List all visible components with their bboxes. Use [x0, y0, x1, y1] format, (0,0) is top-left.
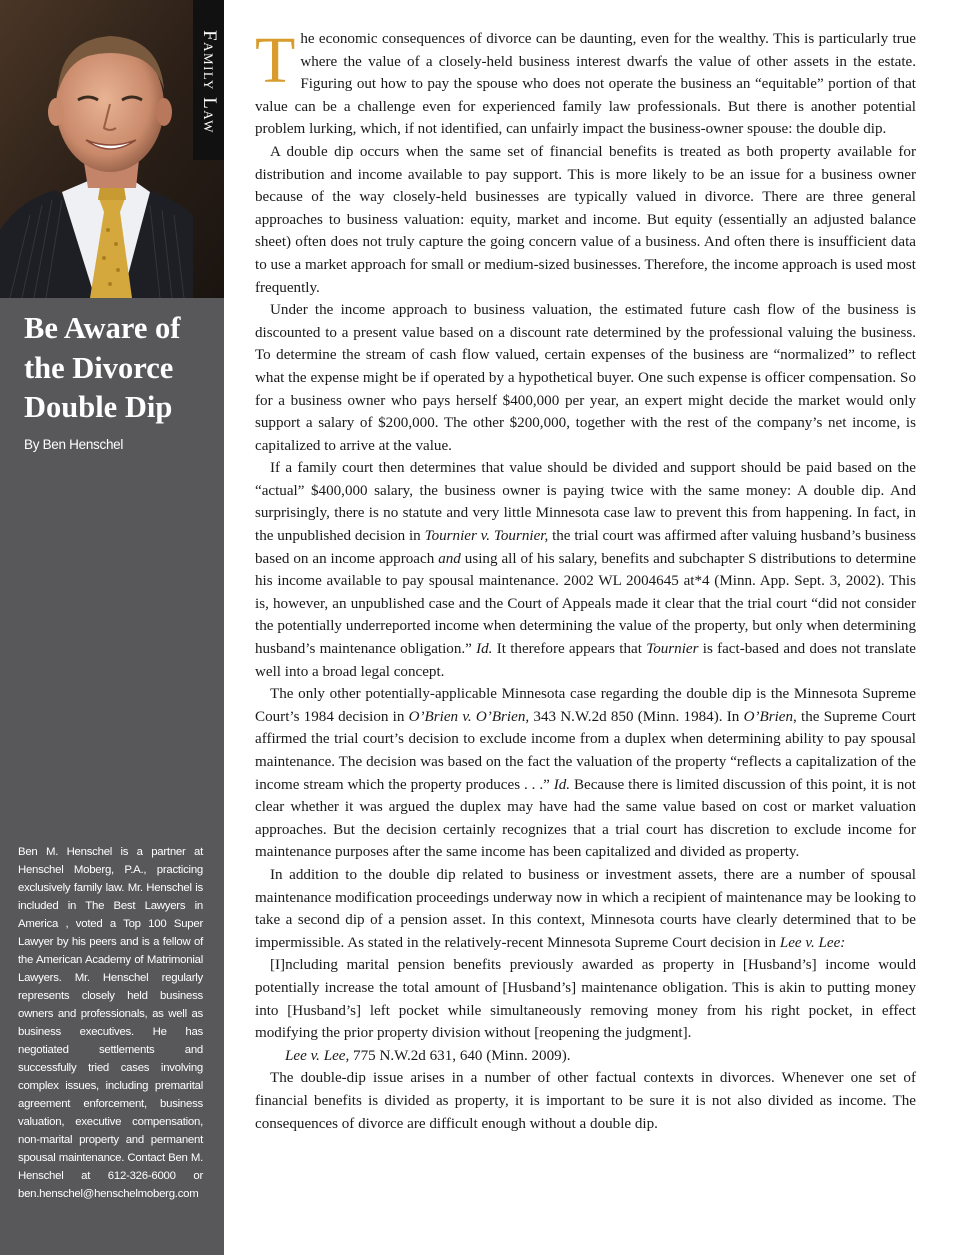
case-id: Id. — [476, 641, 493, 658]
sidebar — [0, 0, 224, 1255]
paragraph-2: A double dip occurs when the same set of financial benefits is treated as both property available for distribution and income available to pay support. This is more likely to be an issue for a business owner because of the way closely-held businesses are typically valued in divorce. There are three general approaches to business valuation: equity, market and income. But equity (essentially an adjusted balance sheet) often does not truly capture the going concern value of a business. And often there is insufficient data to use a market approach for small or medium-sized businesses. Therefore, the income approach is used most frequently. — [255, 143, 916, 296]
paragraph-1: The economic consequences of divorce can be daunting, even for the wealthy. This is particularly true where the value of a closely-held business interest dwarfs the value of other assets in the estate. Figuring out how to pay the spouse who does not operate the business an “equitable” portion of that value can be a challenge even for experienced family law professionals. But there is another potential problem lurking, which, if not identified, can unfairly impact the business-owner spouse: the double dip. — [255, 24, 916, 138]
case-name: Lee v. Lee, — [285, 1047, 350, 1064]
case-name: O’Brien v. O’Brien, — [408, 708, 530, 725]
paragraph-7: The double-dip issue arises in a number of other factual contexts in divorces. Whenever one set of financial benefits is divided as property, it is important to be sure it is not also divided as income. The consequences of divorce are difficult enough without a double dip. — [255, 1070, 916, 1132]
paragraph-4: If a family court then determines that value should be divided and support should be paid based on the “actual” $400,000 salary, the business owner is paying twice with the same money: A double dip. And surprisingly, there is no statute and very little Minnesota case law to prevent this from happening. In fact, in the unpublished decision in Tournier v. Tournier, the trial court was affirmed after valuing husband’s business based on an income approach and using all of his salary, benefits and subchapter S distributions to determine his income available to pay spousal maintenance. 2002 WL 2004645 at*4 (Minn. App. Sept. 3, 2002). This is, however, an unpublished case and the Court of Appeals made it clear that the trial court “did not consider the potentially underreported income when determining the value of the property, but only when determining husband’s maintenance obligation.” Id. It therefore appears that Tournier is fact-based and does not translate well into a broad legal concept. — [255, 460, 917, 680]
block-quote: [I]ncluding marital pension benefits previously awarded as property in [Husband’s] income would potentially increase the total amount of [Husband’s] maintenance obligation. This is akin to putting money into [Husband’s] left pocket while simultaneously removing money from his right pocket, in effect modifying the prior property division without [reopening the judgment]. — [255, 957, 916, 1042]
section-tab — [193, 0, 224, 160]
case-name: Tournier v. Tournier, — [424, 528, 549, 545]
author-bio: Ben M. Henschel is a partner at Henschel Moberg, P.A., practicing exclusively family law. Mr. Henschel is included in The Best Lawyers in America , voted a Top 100 Super Lawyer by his peers and is a fellow of the American Academy of Matrimonial Lawyers. Mr. Henschel regularly represents closely held business owners and professionals, as well as business executives. He has negotiated settlements and successfully tried cases involving complex issues, including premarital agreement enforcement, business valuation, executive compensation, non-marital property and permanent spousal maintenance. Contact Ben M. Henschel at 612-326-6000 or ben.henschel@henschelmoberg.com — [18, 846, 203, 1200]
case-name: Lee v. Lee: — [779, 934, 846, 951]
paragraph-3: Under the income approach to business valuation, the estimated future cash flow of the business is discounted to a present value based on a discount rate determined by the professional valuing the business. To determine the stream of cash flow valued, certain expenses of the business are “normalized” to reflect what the expense might be if operated by a hypothetical buyer. One such expense is officer compensation. So for a business owner who pays herself $400,000 per year, an expert might decide the market would only support a salary of $200,000. The other $200,000, together with the rest of the company’s net income, is capitalized to arrive at the value. — [255, 302, 916, 454]
paragraph-6: In addition to the double dip related to business or investment assets, there are a number of spousal maintenance modification proceedings underway now in which a recipient of maintenance may be looking to take a second dip of a pension asset. In this context, Minnesota courts have clearly determined that to be impermissible. As stated in the relatively-recent Minnesota Supreme Court decision in Lee v. Lee: — [255, 866, 916, 951]
case-name: O’Brien — [743, 708, 794, 725]
article-title: Be Aware of the Divorce Double Dip — [24, 311, 181, 424]
author-byline: By Ben Henschel — [24, 437, 124, 452]
drop-cap: T — [255, 24, 296, 97]
paragraph-5: The only other potentially-applicable Minnesota case regarding the double dip is the Minnesota Supreme Court’s 1984 decision in O’Brien v. O’Brien, 343 N.W.2d 850 (Minn. 1984). In O’Brien, the Supreme Court affirmed the trial court’s decision to exclude income from a duplex when determining ability to pay spousal maintenance. The decision was based on the fact the valuation of the property “reflects a capitalization of the income stream which the property produces . . .” Id. Because there is limited discussion of this point, it is not clear whether it was argued the duplex may have had the same value based on cost or market valuation approaches. But the decision certainly recognizes that a trial court has discretion to exclude income for maintenance purposes after the same income has been capitalized and divided as property. — [255, 686, 916, 861]
section-label: Family Law — [198, 30, 220, 134]
case-name: Tournier — [646, 641, 699, 658]
quote-citation: Lee v. Lee, 775 N.W.2d 631, 640 (Minn. 2009). — [285, 1047, 571, 1064]
case-id: Id. — [553, 776, 571, 793]
article-body — [255, 24, 917, 1135]
author-photo — [0, 0, 224, 298]
